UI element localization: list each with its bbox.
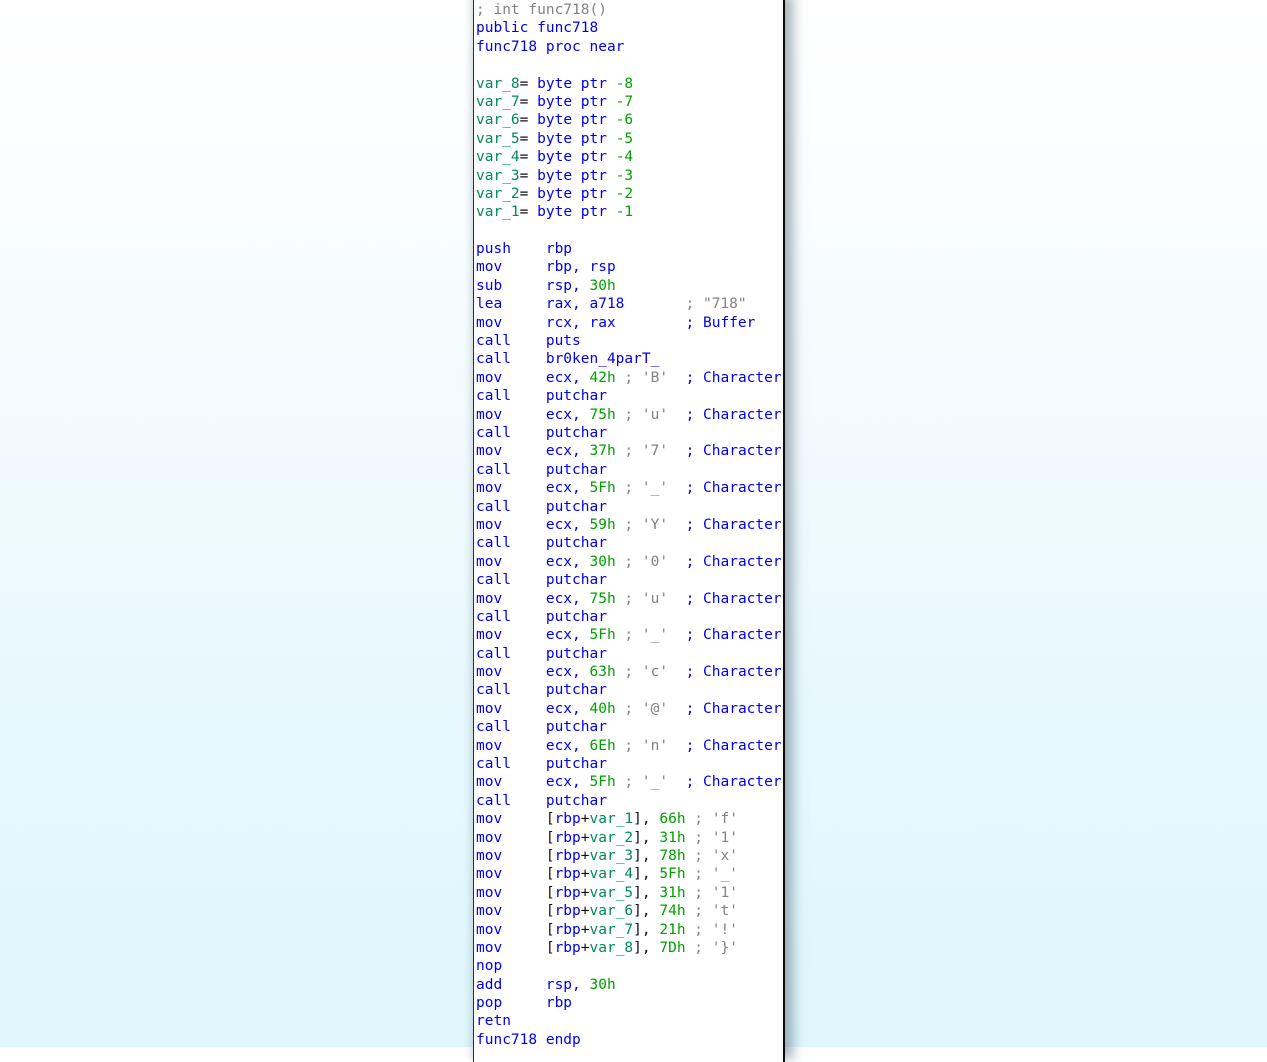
code-line[interactable]: [476, 829, 783, 847]
code-token: mov ecx,: [476, 590, 590, 607]
code-token: -1: [615, 204, 634, 221]
code-token: [668, 664, 685, 680]
code-line[interactable]: [476, 461, 783, 479]
code-token: ; '_': [615, 627, 669, 644]
code-token: -5: [615, 130, 634, 147]
code-line[interactable]: [476, 663, 783, 681]
code-token: ; Character: [685, 700, 782, 717]
code-token: ; Character: [685, 553, 782, 570]
code-token: 40h: [589, 700, 616, 717]
code-token: rbp: [554, 811, 581, 828]
code-token: mov: [476, 829, 546, 846]
code-token: +: [580, 903, 590, 920]
code-token: call putchar: [476, 572, 607, 589]
code-line[interactable]: [476, 148, 783, 166]
code-line[interactable]: [476, 75, 783, 93]
code-token: ; 'c': [615, 664, 669, 681]
code-token: call putchar: [476, 424, 607, 441]
code-token: var_3: [589, 847, 634, 864]
code-token: rbp: [554, 903, 581, 920]
code-token: =: [519, 130, 529, 147]
code-token: 21h: [659, 921, 686, 938]
code-token: retn: [476, 1013, 511, 1030]
code-line[interactable]: [476, 277, 783, 295]
code-token: 30h: [589, 553, 616, 570]
code-token: 37h: [589, 443, 616, 460]
code-token: [528, 204, 537, 220]
code-line[interactable]: [476, 737, 783, 755]
code-token: var_6: [589, 903, 634, 920]
code-token: mov: [476, 921, 546, 938]
code-token: byte ptr: [537, 149, 616, 166]
code-line[interactable]: [476, 773, 783, 791]
code-token: =: [519, 93, 529, 110]
code-token: ; Character: [685, 664, 782, 681]
code-token: [528, 186, 537, 202]
code-line[interactable]: [476, 240, 783, 258]
code-token: ],: [633, 847, 660, 864]
code-line[interactable]: [476, 19, 783, 37]
code-token: ; 't': [685, 903, 738, 920]
code-token: [: [545, 866, 555, 883]
code-token: ; '_': [615, 480, 669, 497]
code-token: ; 'Y': [615, 516, 669, 533]
code-token: public func718: [476, 20, 599, 37]
code-token: pop rbp: [476, 995, 573, 1012]
code-token: 63h: [589, 664, 616, 681]
code-token: =: [519, 112, 529, 129]
code-token: ; '}': [685, 939, 738, 956]
code-token: mov ecx,: [476, 664, 590, 681]
code-line[interactable]: [476, 185, 783, 203]
code-token: ; int func718(): [476, 2, 607, 18]
code-token: var_2: [476, 185, 520, 202]
code-line[interactable]: [476, 56, 783, 74]
code-token: call putchar: [476, 608, 607, 625]
code-token: [528, 131, 537, 147]
code-line[interactable]: [476, 203, 783, 221]
code-token: =: [519, 204, 529, 221]
code-token: mov ecx,: [476, 369, 590, 386]
code-token: mov ecx,: [476, 627, 590, 644]
code-token: var_7: [476, 93, 520, 110]
code-token: call putchar: [476, 498, 607, 515]
code-token: [668, 701, 685, 717]
code-token: [668, 774, 685, 790]
code-token: add rsp,: [476, 976, 590, 993]
code-token: 5Fh: [589, 627, 616, 644]
code-token: [668, 627, 685, 643]
code-token: 75h: [589, 406, 616, 423]
code-line[interactable]: [476, 976, 783, 994]
code-token: byte ptr: [537, 112, 616, 129]
code-token: var_1: [476, 204, 520, 221]
code-token: rbp: [554, 939, 581, 956]
code-token: mov: [476, 884, 546, 901]
code-line[interactable]: [476, 350, 783, 368]
code-token: ; '_': [615, 774, 669, 791]
code-token: ; Character: [685, 590, 782, 607]
code-token: [: [545, 921, 555, 938]
code-line[interactable]: [476, 571, 783, 589]
code-token: ; '7': [615, 443, 669, 460]
code-line[interactable]: [476, 295, 783, 313]
code-token: [: [545, 903, 555, 920]
code-line[interactable]: [476, 111, 783, 129]
code-token: mov ecx,: [476, 774, 590, 791]
code-token: 31h: [659, 829, 686, 846]
code-token: [: [545, 939, 555, 956]
code-token: =: [519, 75, 529, 92]
code-line[interactable]: [476, 516, 783, 534]
code-token: [616, 315, 686, 331]
code-token: [668, 554, 685, 570]
code-token: lea rax, a718: [476, 296, 625, 313]
code-line[interactable]: [476, 130, 783, 148]
code-token: [528, 112, 537, 128]
code-token: ; Character: [685, 627, 782, 644]
code-line[interactable]: [476, 38, 783, 56]
code-token: rbp: [554, 921, 581, 938]
code-token: 30h: [589, 277, 616, 294]
code-token: +: [580, 866, 590, 883]
code-token: var_1: [589, 811, 634, 828]
code-token: -7: [615, 93, 634, 110]
code-token: ; '_': [685, 866, 738, 883]
disassembly-panel[interactable]: [473, 0, 785, 1062]
code-token: func718 proc near: [476, 38, 625, 55]
code-line[interactable]: [476, 681, 783, 699]
code-line[interactable]: [476, 939, 783, 957]
code-token: nop: [476, 958, 503, 975]
code-token: call puts: [476, 333, 581, 350]
code-token: ; Character: [685, 369, 782, 386]
code-token: ],: [633, 921, 660, 938]
code-token: var_4: [476, 149, 520, 166]
code-token: ; Buffer: [685, 314, 756, 331]
code-token: [668, 480, 685, 496]
code-line[interactable]: [476, 847, 783, 865]
code-line[interactable]: [476, 921, 783, 939]
code-line[interactable]: [476, 369, 783, 387]
code-token: ; '@': [615, 700, 669, 717]
code-token: var_8: [476, 75, 520, 92]
code-token: ; '!': [685, 921, 738, 938]
code-line[interactable]: [476, 645, 783, 663]
code-token: call putchar: [476, 388, 607, 405]
code-token: [: [545, 829, 555, 846]
code-token: -4: [615, 149, 634, 166]
code-token: 31h: [659, 884, 686, 901]
code-token: byte ptr: [537, 185, 616, 202]
code-line[interactable]: [476, 1012, 783, 1030]
code-token: +: [580, 829, 590, 846]
code-token: ; 'B': [615, 369, 669, 386]
code-line[interactable]: [476, 479, 783, 497]
code-token: byte ptr: [537, 75, 616, 92]
code-token: 78h: [659, 847, 686, 864]
code-token: var_4: [589, 866, 634, 883]
code-line[interactable]: [476, 792, 783, 810]
code-line[interactable]: [476, 755, 783, 773]
code-line[interactable]: [476, 608, 783, 626]
code-token: ; 'n': [615, 737, 669, 754]
code-token: mov: [476, 847, 546, 864]
code-token: mov ecx,: [476, 516, 590, 533]
code-line[interactable]: [476, 442, 783, 460]
code-token: mov: [476, 939, 546, 956]
code-line[interactable]: [476, 314, 783, 332]
code-token: mov ecx,: [476, 480, 590, 497]
code-line[interactable]: [476, 387, 783, 405]
code-token: call putchar: [476, 719, 607, 736]
code-token: [668, 407, 685, 423]
code-token: call putchar: [476, 756, 607, 773]
code-token: var_5: [589, 884, 634, 901]
code-token: 5Fh: [589, 480, 616, 497]
code-token: ],: [633, 866, 660, 883]
code-token: call putchar: [476, 461, 607, 478]
code-line[interactable]: [476, 626, 783, 644]
code-token: ; Character: [685, 406, 782, 423]
code-token: 7Dh: [659, 939, 686, 956]
code-token: ; "718": [685, 296, 747, 313]
code-token: -6: [615, 112, 634, 129]
code-token: [: [545, 884, 555, 901]
code-token: +: [580, 847, 590, 864]
code-token: rbp: [554, 829, 581, 846]
code-token: push rbp: [476, 241, 573, 258]
code-token: [668, 517, 685, 533]
code-token: ; '0': [615, 553, 669, 570]
code-token: mov: [476, 866, 546, 883]
code-line[interactable]: [476, 498, 783, 516]
code-token: var_8: [589, 939, 634, 956]
code-token: 74h: [659, 903, 686, 920]
code-line[interactable]: [476, 534, 783, 552]
code-token: +: [580, 939, 590, 956]
code-token: ; 'u': [615, 590, 669, 607]
code-token: =: [519, 149, 529, 166]
code-token: mov rcx, rax: [476, 314, 616, 331]
code-token: ; Character: [685, 737, 782, 754]
code-line[interactable]: [476, 700, 783, 718]
code-token: byte ptr: [537, 167, 616, 184]
code-token: [528, 168, 537, 184]
code-line[interactable]: [476, 590, 783, 608]
code-line[interactable]: [476, 424, 783, 442]
code-token: [668, 738, 685, 754]
code-token: =: [519, 185, 529, 202]
code-token: ; 'u': [615, 406, 669, 423]
code-token: var_2: [589, 829, 634, 846]
code-token: rbp: [554, 884, 581, 901]
code-line[interactable]: [476, 1, 783, 19]
code-token: 6Eh: [589, 737, 616, 754]
code-token: mov: [476, 811, 546, 828]
code-token: ; Character: [685, 480, 782, 497]
code-token: [668, 443, 685, 459]
code-token: [624, 296, 685, 312]
code-token: ; 'f': [685, 811, 738, 828]
code-line[interactable]: [476, 810, 783, 828]
code-token: -8: [615, 75, 634, 92]
code-token: var_3: [476, 167, 520, 184]
code-token: mov ecx,: [476, 406, 590, 423]
code-line[interactable]: [476, 93, 783, 111]
code-line[interactable]: [476, 222, 783, 240]
code-token: 59h: [589, 516, 616, 533]
code-line[interactable]: [476, 884, 783, 902]
code-line[interactable]: [476, 718, 783, 736]
code-token: mov: [476, 903, 546, 920]
code-token: -2: [615, 185, 634, 202]
code-token: ],: [633, 811, 660, 828]
code-token: func718 endp: [476, 1031, 581, 1048]
code-token: var_7: [589, 921, 634, 938]
code-token: call putchar: [476, 792, 607, 809]
code-token: -3: [615, 167, 634, 184]
code-token: [528, 76, 537, 92]
code-line[interactable]: [476, 957, 783, 975]
code-token: +: [580, 921, 590, 938]
code-token: ],: [633, 884, 660, 901]
code-token: mov ecx,: [476, 443, 590, 460]
code-token: mov ecx,: [476, 737, 590, 754]
code-token: byte ptr: [537, 204, 616, 221]
code-token: ],: [633, 939, 660, 956]
code-token: [: [545, 847, 555, 864]
code-token: mov ecx,: [476, 700, 590, 717]
code-token: byte ptr: [537, 130, 616, 147]
code-line[interactable]: [476, 258, 783, 276]
code-token: [668, 591, 685, 607]
code-line[interactable]: [476, 994, 783, 1012]
code-line[interactable]: [476, 902, 783, 920]
code-token: +: [580, 811, 590, 828]
code-token: 75h: [589, 590, 616, 607]
code-line[interactable]: [476, 553, 783, 571]
code-token: [668, 370, 685, 386]
code-token: call putchar: [476, 535, 607, 552]
code-token: ; Character: [685, 774, 782, 791]
code-line[interactable]: [476, 865, 783, 883]
code-token: ],: [633, 829, 660, 846]
code-token: [: [545, 811, 555, 828]
disassembly-code[interactable]: [474, 0, 783, 1049]
code-line[interactable]: [476, 332, 783, 350]
code-line[interactable]: [476, 167, 783, 185]
code-token: ; Character: [685, 516, 782, 533]
code-token: byte ptr: [537, 93, 616, 110]
code-token: 5Fh: [659, 866, 686, 883]
code-token: rbp: [554, 866, 581, 883]
code-token: 30h: [589, 976, 616, 993]
code-line[interactable]: [476, 406, 783, 424]
code-token: ; Character: [685, 443, 782, 460]
code-token: [528, 149, 537, 165]
code-token: var_6: [476, 112, 520, 129]
code-token: mov ecx,: [476, 553, 590, 570]
code-token: call br0ken_4parT_: [476, 351, 660, 368]
code-token: 5Fh: [589, 774, 616, 791]
code-token: call putchar: [476, 645, 607, 662]
code-token: sub rsp,: [476, 277, 590, 294]
code-token: 66h: [659, 811, 686, 828]
code-token: [528, 94, 537, 110]
code-token: ],: [633, 903, 660, 920]
code-token: ; 'x': [685, 847, 738, 864]
code-token: +: [580, 884, 590, 901]
code-token: ; '1': [685, 829, 738, 846]
code-token: var_5: [476, 130, 520, 147]
code-token: call putchar: [476, 682, 607, 699]
code-token: =: [519, 167, 529, 184]
code-token: ; '1': [685, 884, 738, 901]
code-token: rbp: [554, 847, 581, 864]
code-token: mov rbp, rsp: [476, 259, 616, 276]
code-token: 42h: [589, 369, 616, 386]
